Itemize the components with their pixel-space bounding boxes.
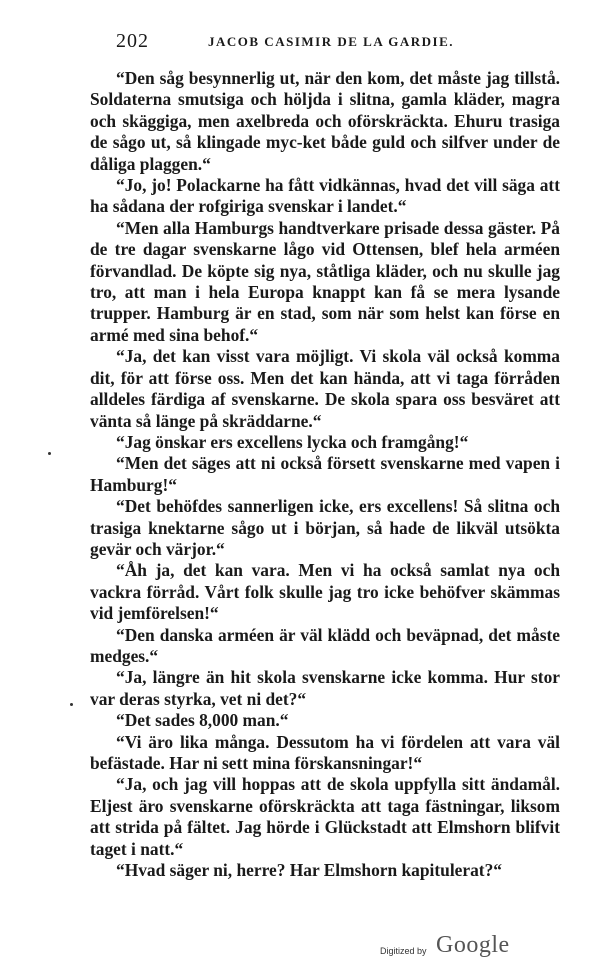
paragraph: “Jag önskar ers excellens lycka och framgång!“ <box>116 431 469 452</box>
paragraph: “Men alla Hamburgs handtverkare prisade dessa gäster. På de tre dagar svenskarne lågo vid Ottensen, blef hela arméen förvandlad. De köpte sig nya, ståtliga kläder, och nu skulle jag tro, att man i hela Europa knappt kan få se mera lysande trupper. Hamburg är en stad, som när som helst kan förse en armé med sina behof.“ <box>90 217 560 345</box>
paragraph: “Jo, jo! Polackarne ha fått vidkännas, hvad det vill säga att ha sådana der rofgiriga svenskar i landet.“ <box>90 175 560 217</box>
paragraph: “Vi äro lika många. Dessutom ha vi fördelen att vara väl befästade. Har ni sett mina förskansningar!“ <box>90 731 560 773</box>
margin-speck <box>70 703 73 706</box>
paragraph: “Den såg besynnerlig ut, när den kom, det måste jag tillstå. Soldaterna smutsiga och höljda i slitna, gamla kläder, magra och skäggiga, men axelbreda och oförskräckta. Ehuru trasiga de sågo ut, så klingade myc-ket både guld och silfver under de dåliga plaggen.“ <box>90 68 560 174</box>
paragraph: “Åh ja, det kan vara. Men vi ha också samlat nya och vackra förråd. Vårt folk skulle jag tro icke behöfver skämmas vid jemförelsen!“ <box>90 560 560 624</box>
paragraph: “Det sades 8,000 man.“ <box>116 710 289 731</box>
body-text <box>90 68 560 881</box>
margin-speck <box>48 452 51 455</box>
digitized-by-label: Digitized by <box>380 946 427 956</box>
page-number: 202 <box>116 30 149 52</box>
page-header <box>90 30 560 60</box>
paragraph: “Den danska arméen är väl klädd och beväpnad, det måste medges.“ <box>90 624 560 666</box>
paragraph: “Hvad säger ni, herre? Har Elmshorn kapitulerat?“ <box>116 860 502 881</box>
paragraph: “Ja, och jag vill hoppas att de skola uppfylla sitt ändamål. Eljest äro svenskarne oförskräckta att taga fästningar, liksom att strida på fältet. Jag hörde i Glückstadt att Elmshorn blifvit taget i natt.“ <box>90 774 560 859</box>
google-logo: Google <box>436 932 510 958</box>
paragraph: “Ja, längre än hit skola svenskarne icke komma. Hur stor var deras styrka, vet ni det?“ <box>90 667 560 709</box>
running-head: JACOB CASIMIR DE LA GARDIE. <box>208 34 454 49</box>
paragraph: “Men det säges att ni också försett svenskarne med vapen i Hamburg!“ <box>90 453 560 495</box>
paragraph: “Ja, det kan visst vara möjligt. Vi skola väl också komma dit, för att förse oss. Men det kan hända, att vi taga förråden alldeles färdiga af svenskarne. De skola spara oss besväret att vänta så länge på skräddarne.“ <box>90 346 560 431</box>
digitized-watermark <box>380 932 560 962</box>
paragraph: “Det behöfdes sannerligen icke, ers excellens! Så slitna och trasiga knektarne sågo ut i början, så hade de likväl utsökta gevär och värjor.“ <box>90 496 560 559</box>
